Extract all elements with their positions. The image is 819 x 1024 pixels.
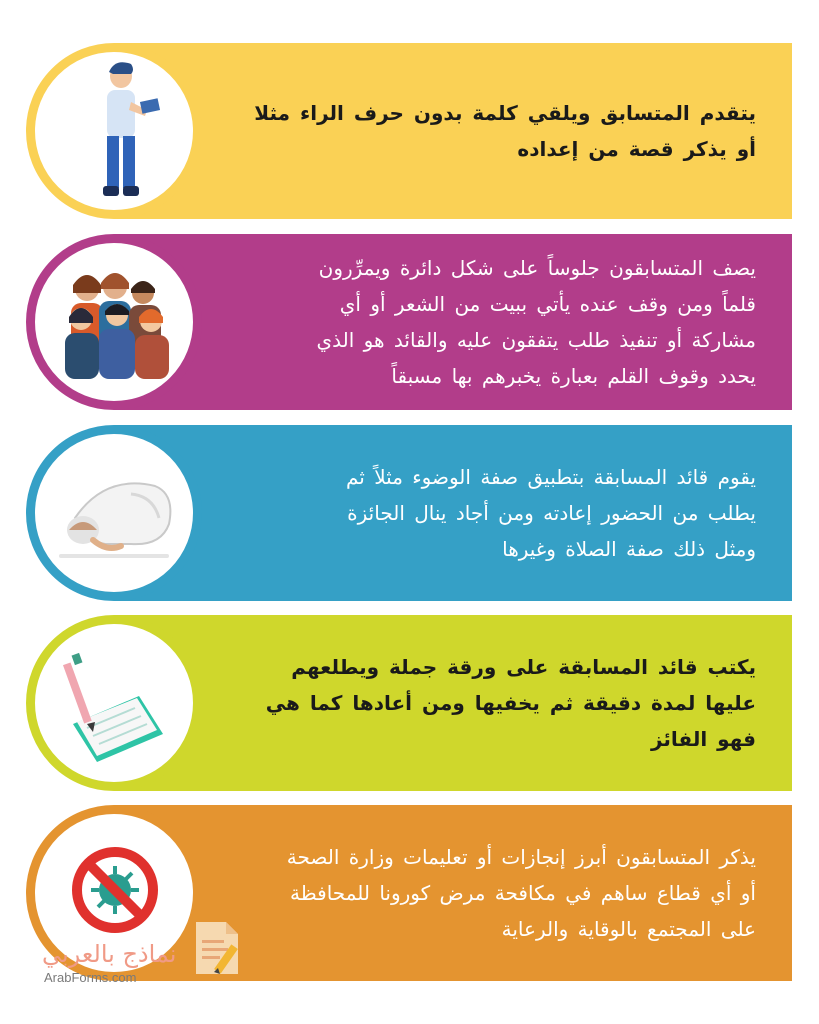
info-card-2 <box>26 234 792 410</box>
watermark-latin-text: ArabForms.com <box>44 970 137 985</box>
document-pencil-icon <box>192 916 248 978</box>
card-icon-circle <box>26 425 202 601</box>
card-text: يقوم قائد المسابقة بتطبيق صفة الوضوء مثلاً ثم يطلب من الحضور إعادته ومن أجاد ينال الجائزة ومثل ذلك صفة الصلاة وغيرها <box>345 465 756 561</box>
card-text: يذكر المتسابقون أبرز إنجازات أو تعليمات وزارة الصحة أو أي قطاع ساهم في مكافحة مرض كورونا للمحافظة على المجتمع بالوقاية والرعاية <box>286 845 756 941</box>
info-card-1 <box>26 43 792 219</box>
card-icon-circle <box>26 234 202 410</box>
card-text: يكتب قائد المسابقة على ورقة جملة ويطلعهم عليها لمدة دقيقة ثم يخفيها ومن أعادها كما هي فهو الفائز <box>265 655 756 751</box>
man-praying-icon <box>35 434 193 592</box>
notebook-pencil-icon <box>35 624 193 782</box>
card-icon-circle <box>26 615 202 791</box>
card-text: يتقدم المتسابق ويلقي كلمة بدون حرف الراء مثلا أو يذكر قصة من إعداده <box>254 101 756 161</box>
watermark-arabic-text: نماذج بالعربي <box>42 940 177 968</box>
card-text: يصف المتسابقون جلوساً على شكل دائرة ويمرِّرون قلماً ومن وقف عنده يأتي ببيت من الشعر أو أي مشاركة أو تنفيذ طلب يتفقون عليه والقائد هو الذي يحدد وقوف القلم بعبارة يخبرهم بها مسبقاً <box>316 256 756 388</box>
group-of-people-icon <box>35 243 193 401</box>
info-card-3 <box>26 425 792 601</box>
info-card-4 <box>26 615 792 791</box>
watermark <box>32 914 252 994</box>
card-icon-circle <box>26 43 202 219</box>
man-reading-book-icon <box>35 52 193 210</box>
